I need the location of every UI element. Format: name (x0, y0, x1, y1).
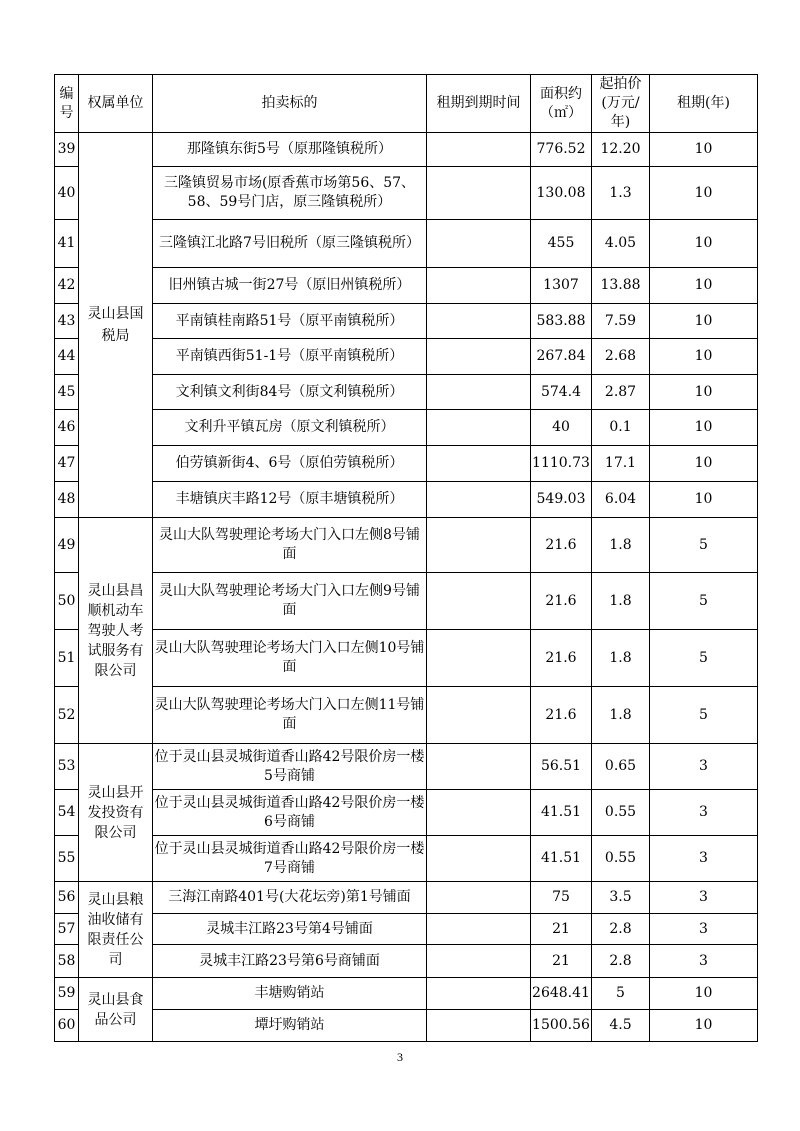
auction-subject: 灵城丰江路23号第6号商铺面 (153, 945, 427, 978)
lease-term: 5 (650, 518, 758, 573)
header-owner: 权属单位 (79, 75, 153, 133)
table-row (55, 518, 758, 573)
header-lease-expiry: 租期到期时间 (427, 75, 531, 133)
area-value: 455 (531, 220, 592, 268)
lease-term: 10 (650, 133, 758, 167)
area-value: 41.51 (531, 790, 592, 836)
auction-lease-table (54, 74, 758, 1042)
table-row (55, 836, 758, 882)
area-value: 21.6 (531, 573, 592, 630)
lease-expiry (427, 446, 531, 482)
lease-expiry (427, 339, 531, 375)
starting-price: 2.87 (592, 375, 650, 410)
auction-subject: 灵山大队驾驶理论考场大门入口左侧9号铺面 (153, 573, 427, 630)
lease-expiry (427, 1010, 531, 1042)
lease-term: 3 (650, 882, 758, 914)
auction-subject: 位于灵山县灵城街道香山路42号限价房一楼5号商铺 (153, 744, 427, 790)
lease-expiry (427, 410, 531, 446)
row-number: 56 (55, 882, 79, 914)
starting-price: 6.04 (592, 482, 650, 518)
auction-subject: 三隆镇贸易市场(原香蕉市场第56、57、58、59号门店，原三隆镇税所） (153, 167, 427, 220)
area-value: 40 (531, 410, 592, 446)
lease-expiry (427, 882, 531, 914)
area-value: 1307 (531, 268, 592, 304)
table-row (55, 446, 758, 482)
row-number: 49 (55, 518, 79, 573)
row-number: 45 (55, 375, 79, 410)
header-area: 面积约（㎡） (531, 75, 592, 133)
area-value: 583.88 (531, 304, 592, 339)
lease-expiry (427, 790, 531, 836)
lease-term: 10 (650, 1010, 758, 1042)
lease-term: 10 (650, 167, 758, 220)
owner-unit: 灵山县开发投资有限公司 (79, 744, 153, 882)
header-number: 编号 (55, 75, 79, 133)
lease-term: 10 (650, 339, 758, 375)
table-row (55, 268, 758, 304)
lease-term: 10 (650, 482, 758, 518)
table-row (55, 978, 758, 1010)
row-number: 60 (55, 1010, 79, 1042)
lease-expiry (427, 945, 531, 978)
row-number: 46 (55, 410, 79, 446)
row-number: 50 (55, 573, 79, 630)
auction-subject: 文利镇文利街84号（原文利镇税所） (153, 375, 427, 410)
lease-term: 3 (650, 790, 758, 836)
lease-expiry (427, 268, 531, 304)
auction-subject: 墰圩购销站 (153, 1010, 427, 1042)
lease-term: 5 (650, 687, 758, 744)
row-number: 54 (55, 790, 79, 836)
auction-subject: 旧州镇古城一街27号（原旧州镇税所） (153, 268, 427, 304)
area-value: 2648.41 (531, 978, 592, 1010)
auction-subject: 平南镇西街51-1号（原平南镇税所） (153, 339, 427, 375)
auction-subject: 灵城丰江路23号第4号铺面 (153, 914, 427, 945)
lease-expiry (427, 573, 531, 630)
starting-price: 2.68 (592, 339, 650, 375)
row-number: 43 (55, 304, 79, 339)
auction-subject: 位于灵山县灵城街道香山路42号限价房一楼6号商铺 (153, 790, 427, 836)
area-value: 21 (531, 914, 592, 945)
lease-term: 3 (650, 744, 758, 790)
lease-expiry (427, 978, 531, 1010)
row-number: 48 (55, 482, 79, 518)
lease-expiry (427, 167, 531, 220)
row-number: 41 (55, 220, 79, 268)
area-value: 130.08 (531, 167, 592, 220)
lease-expiry (427, 744, 531, 790)
table-row (55, 687, 758, 744)
area-value: 75 (531, 882, 592, 914)
area-value: 56.51 (531, 744, 592, 790)
lease-term: 5 (650, 630, 758, 687)
starting-price: 0.1 (592, 410, 650, 446)
table-row (55, 1010, 758, 1042)
lease-expiry (427, 133, 531, 167)
table-row (55, 630, 758, 687)
table-row (55, 339, 758, 375)
row-number: 39 (55, 133, 79, 167)
lease-term: 3 (650, 836, 758, 882)
row-number: 55 (55, 836, 79, 882)
area-value: 21.6 (531, 687, 592, 744)
starting-price: 0.55 (592, 836, 650, 882)
owner-unit: 灵山县国税局 (79, 133, 153, 518)
starting-price: 3.5 (592, 882, 650, 914)
starting-price: 17.1 (592, 446, 650, 482)
auction-subject: 位于灵山县灵城街道香山路42号限价房一楼7号商铺 (153, 836, 427, 882)
lease-term: 10 (650, 446, 758, 482)
table-row (55, 573, 758, 630)
owner-unit: 灵山县昌顺机动车驾驶人考试服务有限公司 (79, 518, 153, 744)
lease-expiry (427, 518, 531, 573)
starting-price: 2.8 (592, 945, 650, 978)
table-row (55, 945, 758, 978)
starting-price: 1.8 (592, 630, 650, 687)
starting-price: 7.59 (592, 304, 650, 339)
table-row (55, 133, 758, 167)
table-row (55, 304, 758, 339)
table-row (55, 882, 758, 914)
starting-price: 12.20 (592, 133, 650, 167)
row-number: 44 (55, 339, 79, 375)
starting-price: 5 (592, 978, 650, 1010)
lease-term: 10 (650, 304, 758, 339)
starting-price: 2.8 (592, 914, 650, 945)
starting-price: 1.8 (592, 687, 650, 744)
auction-subject: 丰塘镇庆丰路12号（原丰塘镇税所） (153, 482, 427, 518)
lease-expiry (427, 482, 531, 518)
lease-expiry (427, 687, 531, 744)
area-value: 41.51 (531, 836, 592, 882)
lease-term: 10 (650, 375, 758, 410)
auction-subject: 三海江南路401号(大花坛旁)第1号铺面 (153, 882, 427, 914)
table-row (55, 914, 758, 945)
row-number: 53 (55, 744, 79, 790)
header-auction-subject: 拍卖标的 (153, 75, 427, 133)
area-value: 1110.73 (531, 446, 592, 482)
row-number: 42 (55, 268, 79, 304)
starting-price: 4.5 (592, 1010, 650, 1042)
page-number: 3 (397, 1050, 403, 1064)
area-value: 574.4 (531, 375, 592, 410)
starting-price: 0.65 (592, 744, 650, 790)
owner-unit: 灵山县食品公司 (79, 978, 153, 1042)
auction-subject: 灵山大队驾驶理论考场大门入口左侧10号铺面 (153, 630, 427, 687)
starting-price: 4.05 (592, 220, 650, 268)
table-row (55, 482, 758, 518)
area-value: 1500.56 (531, 1010, 592, 1042)
starting-price: 1.8 (592, 573, 650, 630)
header-lease-term: 租期(年) (650, 75, 758, 133)
row-number: 51 (55, 630, 79, 687)
lease-term: 10 (650, 410, 758, 446)
lease-expiry (427, 375, 531, 410)
auction-subject: 灵山大队驾驶理论考场大门入口左侧11号铺面 (153, 687, 427, 744)
row-number: 47 (55, 446, 79, 482)
row-number: 58 (55, 945, 79, 978)
lease-term: 10 (650, 978, 758, 1010)
lease-term: 3 (650, 914, 758, 945)
lease-term: 10 (650, 220, 758, 268)
auction-subject: 丰塘购销站 (153, 978, 427, 1010)
starting-price: 0.55 (592, 790, 650, 836)
starting-price: 1.8 (592, 518, 650, 573)
table-row (55, 375, 758, 410)
lease-term: 3 (650, 945, 758, 978)
lease-expiry (427, 220, 531, 268)
area-value: 21 (531, 945, 592, 978)
area-value: 549.03 (531, 482, 592, 518)
row-number: 59 (55, 978, 79, 1010)
lease-expiry (427, 836, 531, 882)
owner-unit: 灵山县粮油收储有限责任公司 (79, 882, 153, 978)
header-row (55, 75, 758, 133)
row-number: 52 (55, 687, 79, 744)
auction-subject: 文利升平镇瓦房（原文利镇税所） (153, 410, 427, 446)
area-value: 21.6 (531, 518, 592, 573)
table-row (55, 790, 758, 836)
auction-subject: 伯劳镇新街4、6号（原伯劳镇税所） (153, 446, 427, 482)
table-row (55, 744, 758, 790)
table-row (55, 220, 758, 268)
starting-price: 1.3 (592, 167, 650, 220)
lease-expiry (427, 914, 531, 945)
starting-price: 13.88 (592, 268, 650, 304)
area-value: 267.84 (531, 339, 592, 375)
auction-subject: 三隆镇江北路7号旧税所（原三隆镇税所） (153, 220, 427, 268)
area-value: 776.52 (531, 133, 592, 167)
area-value: 21.6 (531, 630, 592, 687)
lease-term: 10 (650, 268, 758, 304)
table-row (55, 410, 758, 446)
auction-subject: 那隆镇东街5号（原那隆镇税所） (153, 133, 427, 167)
table-body (55, 133, 758, 1042)
row-number: 40 (55, 167, 79, 220)
row-number: 57 (55, 914, 79, 945)
auction-subject: 灵山大队驾驶理论考场大门入口左侧8号铺面 (153, 518, 427, 573)
lease-term: 5 (650, 573, 758, 630)
lease-expiry (427, 304, 531, 339)
header-starting-price: 起拍价(万元/年) (592, 75, 650, 133)
lease-expiry (427, 630, 531, 687)
table-row (55, 167, 758, 220)
auction-subject: 平南镇桂南路51号（原平南镇税所） (153, 304, 427, 339)
